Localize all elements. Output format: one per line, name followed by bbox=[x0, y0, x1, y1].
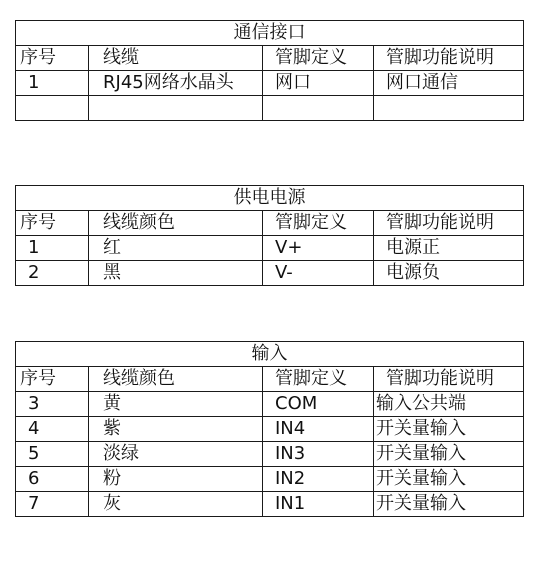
header-cell: 序号 bbox=[16, 367, 89, 392]
table-cell: 网口通信 bbox=[374, 71, 524, 96]
table-row bbox=[16, 492, 524, 517]
table-cell: 紫 bbox=[89, 417, 263, 442]
table-cell: 3 bbox=[16, 392, 89, 417]
table-cell: 7 bbox=[16, 492, 89, 517]
table-cell bbox=[16, 96, 89, 121]
table-cell: 网口 bbox=[263, 71, 374, 96]
table-title-row bbox=[16, 342, 524, 367]
table-header-row bbox=[16, 211, 524, 236]
table-cell: IN4 bbox=[263, 417, 374, 442]
table-cell bbox=[263, 96, 374, 121]
table-cell: 灰 bbox=[89, 492, 263, 517]
table-cell: IN3 bbox=[263, 442, 374, 467]
comm-interface-table bbox=[15, 20, 524, 121]
table-cell: IN1 bbox=[263, 492, 374, 517]
header-cell: 管脚功能说明 bbox=[374, 211, 524, 236]
power-supply-table bbox=[15, 185, 524, 286]
table-cell: 电源负 bbox=[374, 261, 524, 286]
header-cell: 管脚定义 bbox=[263, 46, 374, 71]
table-title: 供电电源 bbox=[16, 186, 524, 211]
table-cell: 黑 bbox=[89, 261, 263, 286]
table-cell: 6 bbox=[16, 467, 89, 492]
table-cell: 开关量输入 bbox=[374, 467, 524, 492]
table-cell: IN2 bbox=[263, 467, 374, 492]
table-row bbox=[16, 417, 524, 442]
table-cell: 2 bbox=[16, 261, 89, 286]
table-row bbox=[16, 392, 524, 417]
header-cell: 管脚定义 bbox=[263, 211, 374, 236]
table-title: 通信接口 bbox=[16, 21, 524, 46]
table-cell: 1 bbox=[16, 236, 89, 261]
table-cell: 黄 bbox=[89, 392, 263, 417]
table-cell: V- bbox=[263, 261, 374, 286]
table-cell: RJ45网络水晶头 bbox=[89, 71, 263, 96]
header-cell: 管脚功能说明 bbox=[374, 367, 524, 392]
header-cell: 线缆颜色 bbox=[89, 211, 263, 236]
header-cell: 序号 bbox=[16, 211, 89, 236]
table-header-row bbox=[16, 46, 524, 71]
table-cell: COM bbox=[263, 392, 374, 417]
header-cell: 线缆 bbox=[89, 46, 263, 71]
header-cell: 线缆颜色 bbox=[89, 367, 263, 392]
header-cell: 管脚功能说明 bbox=[374, 46, 524, 71]
table-cell: V+ bbox=[263, 236, 374, 261]
header-cell: 管脚定义 bbox=[263, 367, 374, 392]
table-cell: 红 bbox=[89, 236, 263, 261]
table-cell bbox=[374, 96, 524, 121]
table-row bbox=[16, 442, 524, 467]
table-cell: 开关量输入 bbox=[374, 492, 524, 517]
table-row bbox=[16, 71, 524, 96]
table-title-row bbox=[16, 186, 524, 211]
table-cell: 开关量输入 bbox=[374, 442, 524, 467]
table-cell: 粉 bbox=[89, 467, 263, 492]
table-row bbox=[16, 467, 524, 492]
table-header-row bbox=[16, 367, 524, 392]
table-cell: 淡绿 bbox=[89, 442, 263, 467]
table-cell: 5 bbox=[16, 442, 89, 467]
table-cell: 开关量输入 bbox=[374, 417, 524, 442]
table-cell bbox=[89, 96, 263, 121]
table-title-row bbox=[16, 21, 524, 46]
header-cell: 序号 bbox=[16, 46, 89, 71]
table-cell: 输入公共端 bbox=[374, 392, 524, 417]
table-cell: 1 bbox=[16, 71, 89, 96]
table-title: 输入 bbox=[16, 342, 524, 367]
table-cell: 4 bbox=[16, 417, 89, 442]
table-row bbox=[16, 236, 524, 261]
table-cell: 电源正 bbox=[374, 236, 524, 261]
input-table bbox=[15, 341, 524, 517]
table-row bbox=[16, 261, 524, 286]
table-row bbox=[16, 96, 524, 121]
